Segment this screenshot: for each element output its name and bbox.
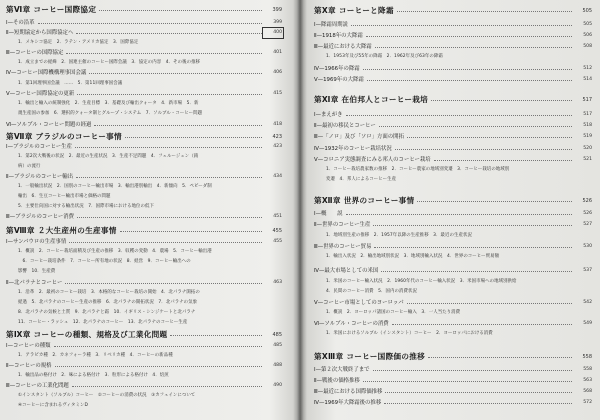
toc-subsection bbox=[0, 99, 296, 109]
leader-dots bbox=[385, 392, 572, 393]
toc-chapter bbox=[0, 132, 296, 142]
toc-title: 第Ⅸ章 コーヒーの種類、規格及び工業化問題 bbox=[6, 330, 168, 339]
leader-dots bbox=[373, 370, 572, 371]
toc-title: Ⅱ—最初の移民とコーヒー bbox=[314, 123, 376, 129]
toc-title: 4．民間のコーヒー消費 5．国内の消費状況 bbox=[326, 289, 417, 294]
toc-page-number: 526 bbox=[583, 211, 592, 216]
toc-title: 第Ⅷ章 ２大生産州の生産事情 bbox=[6, 226, 117, 235]
toc-page-number: 485 bbox=[272, 332, 282, 338]
toc-title: Ⅵ—ソルブル・コーヒーの消費 bbox=[314, 321, 389, 327]
leader-dots bbox=[381, 271, 572, 272]
toc-page-number: 526 bbox=[582, 198, 592, 204]
toc-title: Ⅲ—最近における国際価推移 bbox=[314, 389, 383, 395]
toc-title: 11．コーヒー・ラッシュ 12．北パラナのコーヒー 13．北パラナのコーヒー生産 bbox=[18, 320, 188, 325]
toc-subsection bbox=[0, 162, 296, 172]
toc-title: 8．北パラナの気候と土質 9．北パラナと霜 10．イギリス・シンジケートと北パラナ bbox=[18, 310, 196, 315]
toc-page-number: 530 bbox=[583, 244, 592, 249]
toc-subsection bbox=[304, 175, 600, 185]
toc-page-number: 572 bbox=[583, 400, 592, 405]
toc-page-number: 517 bbox=[583, 112, 592, 117]
toc-section bbox=[304, 209, 600, 219]
toc-section bbox=[304, 144, 600, 154]
toc-title: 1．地域別生産の推移 2．1957年以降の生産推移 3．最近の生産状況 bbox=[326, 233, 472, 238]
toc-page-number: 519 bbox=[583, 134, 592, 139]
leader-dots bbox=[346, 115, 572, 116]
toc-title: 1．第2次大戦後の状況 2．最近の生産状況 3．生産不足問題 4．フェルージュン（錆 bbox=[18, 154, 199, 159]
toc-chapter bbox=[0, 226, 296, 236]
toc-section bbox=[0, 89, 296, 99]
leader-dots bbox=[417, 201, 572, 202]
toc-chapter bbox=[304, 352, 600, 362]
toc-page-number: 549 bbox=[583, 321, 592, 326]
toc-subsection bbox=[304, 165, 600, 175]
leader-dots bbox=[69, 242, 262, 243]
toc-title: 影響 10．生産費 bbox=[18, 269, 56, 274]
toc-title: Ⅱ—コーヒーの規格 bbox=[6, 363, 52, 369]
toc-section bbox=[0, 212, 296, 222]
toc-page-number: 455 bbox=[273, 239, 282, 244]
toc-section bbox=[304, 155, 600, 165]
toc-title: 1．第1回理事国会議 …… 5．第11回理事国会議 bbox=[18, 81, 123, 86]
toc-subsection bbox=[0, 298, 296, 308]
toc-page-number: 423 bbox=[273, 144, 282, 149]
toc-subsection bbox=[0, 318, 296, 328]
toc-chapter bbox=[0, 5, 296, 15]
toc-section bbox=[304, 365, 600, 375]
toc-title: 変遷 4．邦人によるコーヒー生産 bbox=[326, 177, 397, 182]
toc-section bbox=[0, 142, 296, 152]
toc-section bbox=[304, 398, 600, 408]
toc-subsection bbox=[0, 401, 296, 411]
toc-subsection bbox=[304, 52, 600, 62]
toc-page-number: 568 bbox=[583, 389, 592, 394]
toc-page-number: 488 bbox=[273, 363, 282, 368]
toc-page-number: 518 bbox=[583, 123, 592, 128]
toc-title: 第Ⅺ章 在伯邦人とコーヒー栽培 bbox=[314, 95, 429, 104]
toc-title: 第Ⅻ章 世界のコーヒー事情 bbox=[314, 196, 415, 205]
toc-title: 経過 5．北パラナのコーヒー生産の推移 6．北パラナの開拓状況 7．北パラナの気象 bbox=[18, 300, 198, 305]
toc-subsection bbox=[0, 38, 296, 48]
toc-section bbox=[0, 237, 296, 247]
toc-title: 規生産国の参加 6．選択的クォータ制とグループ・システム 7．ソルブル・コーヒー問題 bbox=[18, 111, 203, 116]
toc-page-number: 537 bbox=[583, 268, 592, 273]
toc-page-number: 401 bbox=[273, 50, 282, 55]
toc-title: Ⅲ—「ノロ」及び「ソロ」方面の開拓 bbox=[314, 134, 404, 140]
toc-section bbox=[0, 341, 296, 351]
leader-dots bbox=[170, 335, 262, 336]
toc-section bbox=[0, 172, 296, 182]
leader-dots bbox=[367, 80, 572, 81]
toc-page-number: 399 bbox=[273, 20, 282, 25]
toc-page-number: 506 bbox=[583, 33, 592, 38]
toc-title: Ⅰ—概 説 bbox=[314, 211, 343, 217]
toc-subsection bbox=[0, 267, 296, 277]
toc-title: Ⅱ—世界のコーヒー生産 bbox=[314, 222, 371, 228]
toc-title: 病）の流行 bbox=[18, 164, 41, 169]
leader-dots bbox=[75, 147, 262, 148]
toc-page-number: 512 bbox=[583, 66, 592, 71]
leader-dots bbox=[38, 23, 262, 24]
right-page bbox=[304, 0, 600, 420]
toc-title: 第ⅩⅢ章 コーヒー国際価の推移 bbox=[314, 352, 425, 361]
leader-dots bbox=[366, 36, 572, 37]
leader-dots bbox=[407, 303, 572, 304]
book-spine bbox=[293, 0, 307, 420]
leader-dots bbox=[351, 25, 572, 26]
toc-subsection bbox=[304, 308, 600, 318]
leader-dots bbox=[77, 94, 262, 95]
toc-section bbox=[304, 266, 600, 276]
leader-dots bbox=[125, 137, 262, 138]
toc-page-number: 490 bbox=[273, 383, 282, 388]
toc-title: Ⅱ—1918年の大降霜 bbox=[314, 33, 363, 39]
toc-section bbox=[304, 376, 600, 386]
toc-section bbox=[304, 220, 600, 230]
leader-dots bbox=[373, 225, 572, 226]
toc-page-number: 415 bbox=[273, 91, 282, 96]
leader-dots bbox=[375, 47, 572, 48]
toc-section bbox=[304, 132, 600, 142]
leader-dots bbox=[76, 177, 262, 178]
leader-dots bbox=[392, 324, 572, 325]
toc-subsection bbox=[0, 58, 296, 68]
toc-page-number: 455 bbox=[272, 228, 282, 234]
toc-section bbox=[0, 68, 296, 78]
toc-subsection bbox=[0, 247, 296, 257]
leader-dots bbox=[363, 69, 572, 70]
toc-subsection bbox=[0, 371, 296, 381]
leader-dots bbox=[76, 33, 262, 34]
toc-title: 1．1953年及び55年の降霜 2．1962年及び63年の降霜 bbox=[326, 54, 443, 59]
toc-section bbox=[0, 361, 296, 371]
toc-subsection bbox=[304, 231, 600, 241]
toc-subsection bbox=[0, 202, 296, 212]
toc-section bbox=[304, 242, 600, 252]
toc-section bbox=[304, 20, 600, 30]
toc-page-number: 505 bbox=[582, 8, 592, 14]
toc-title: Ⅰ—コーヒーの種類 bbox=[6, 343, 51, 349]
leader-dots bbox=[397, 11, 572, 12]
toc-section bbox=[304, 31, 600, 41]
toc-title: Ⅴ—コロニア実態調査にみる邦人のコーヒー栽培 bbox=[314, 157, 431, 163]
toc-section bbox=[0, 18, 296, 28]
leader-dots bbox=[72, 386, 262, 387]
toc-title: Ⅵ—ソルブル・コーヒー問題の経過 bbox=[6, 122, 92, 128]
toc-page-number: 434 bbox=[273, 174, 282, 179]
leader-dots bbox=[407, 137, 572, 138]
toc-section bbox=[0, 48, 296, 58]
leader-dots bbox=[374, 247, 572, 248]
toc-title: Ⅱ—北パラナとコーヒー bbox=[6, 280, 63, 286]
toc-section bbox=[304, 75, 600, 85]
toc-title: 1．成立までの経緯 2．国連主催のコーヒー国際会議 3．協定の内容 4．その後の推移 bbox=[18, 60, 201, 65]
leader-dots bbox=[66, 53, 262, 54]
toc-title: 6．コーヒー栽培条件 7．コーヒー所有地の状況 8．経営 9．コーヒー輸出への bbox=[18, 259, 191, 264]
toc-section bbox=[304, 387, 600, 397]
toc-title: Ⅱ—戦後の価格推移 bbox=[314, 378, 360, 384]
leader-dots bbox=[94, 125, 262, 126]
toc-subsection bbox=[304, 329, 600, 339]
toc-page-number: 521 bbox=[583, 157, 592, 162]
toc-page-number: 485 bbox=[273, 343, 282, 348]
toc-chapter bbox=[304, 196, 600, 206]
toc-title: 1．アラビカ種 2．カネフォーラ種 3．リベリカ種 4．コーヒーの新品種 bbox=[18, 353, 173, 358]
toc-title: 1．輸出と輸入の統制強化 2．生産目標 3．基礎及び輸出クォータ 4．新市場 5．新 bbox=[18, 101, 199, 106]
toc-subsection bbox=[304, 287, 600, 297]
toc-title: 1．米国におけるソルブル（インスタント）コーヒー 2．ヨーロッパにおける消費 bbox=[326, 331, 493, 336]
toc-title: 第Ⅹ章 コーヒーと降霜 bbox=[314, 6, 394, 15]
toc-title: 1．沿革 2．最初のコーヒー栽培 3．本格的なコーヒー栽培の開始 4．北パラナ開拓の bbox=[18, 290, 200, 295]
toc-title: Ⅳ—コーヒー国際機構理事国会議 bbox=[6, 70, 87, 76]
toc-title: 輸出 6．生豆コーヒー輸出市場と価格の問題 bbox=[18, 194, 111, 199]
toc-title: 第Ⅶ章 ブラジルのコーヒー事情 bbox=[6, 132, 122, 141]
toc-page-number: 558 bbox=[582, 354, 592, 360]
toc-title: Ⅲ—最近における大降霜 bbox=[314, 44, 372, 50]
toc-title: Ⅳ—1966年の降霜 bbox=[314, 66, 360, 72]
toc-chapter bbox=[304, 95, 600, 105]
toc-page-number: 517 bbox=[582, 97, 592, 103]
toc-title: ④コーヒーに含まれるヴィタミンD bbox=[18, 403, 88, 408]
toc-title: 第Ⅵ章 コーヒー国際協定 bbox=[6, 5, 97, 14]
toc-title: Ⅲ—世界のコーヒー貿易 bbox=[314, 244, 372, 250]
toc-title: ①インスタント（ソルブル）コーヒー ②コーヒーの消費の状況 ③カフェインについて bbox=[18, 393, 196, 398]
toc-section bbox=[304, 42, 600, 52]
toc-subsection bbox=[0, 257, 296, 267]
leader-dots bbox=[77, 217, 262, 218]
toc-title: Ⅰ—第２次大戦終了まで bbox=[314, 367, 370, 373]
toc-title: 1．輸出入状況 2．輸出地域別状況 3．地域別輸入状況 4．世界のコーヒー貿易額 bbox=[326, 254, 500, 259]
toc-title: 1．米国のコーヒー輸入状況 2．1960年代のコーヒー輸入状況 3．米国市場への地域別供給 bbox=[326, 279, 517, 284]
toc-section bbox=[0, 381, 296, 391]
toc-title: Ⅴ—コーヒー国際協定の更新 bbox=[6, 91, 75, 97]
toc-title: 1．概説 2．コーヒー栽培面積及び生産の推移 3．収穫の変動 4．農場 5．コーヒー輸出港 bbox=[18, 249, 212, 254]
toc-page-number: 505 bbox=[583, 22, 592, 27]
toc-section bbox=[304, 319, 600, 329]
toc-title: 1．メキシコ協定 2．ラテン・アメリカ協定 3．国際協定 bbox=[18, 40, 139, 45]
leader-dots bbox=[99, 10, 262, 11]
toc-section bbox=[0, 120, 296, 130]
toc-section bbox=[304, 64, 600, 74]
leader-dots bbox=[434, 160, 572, 161]
toc-section bbox=[0, 28, 296, 38]
toc-subsection bbox=[0, 288, 296, 298]
toc-title: 1．輸出品の格付け 2．味による格付け 3．粒形による格付け 4．焙煎 bbox=[18, 373, 169, 378]
leader-dots bbox=[346, 214, 572, 215]
leader-dots bbox=[65, 283, 262, 284]
leader-dots bbox=[55, 366, 262, 367]
toc-title: Ⅲ—コーヒーの工業化問題 bbox=[6, 383, 69, 389]
toc-section bbox=[304, 121, 600, 131]
toc-title: Ⅰ—まえがき bbox=[314, 112, 343, 118]
toc-section bbox=[304, 298, 600, 308]
leader-dots bbox=[428, 357, 572, 358]
leader-dots bbox=[431, 100, 572, 101]
toc-page-number: 563 bbox=[583, 378, 592, 383]
leader-dots bbox=[395, 149, 572, 150]
toc-subsection bbox=[304, 252, 600, 262]
left-page bbox=[0, 0, 296, 420]
leader-dots bbox=[120, 231, 262, 232]
toc-subsection bbox=[0, 308, 296, 318]
leader-dots bbox=[54, 346, 262, 347]
toc-title: 1．一般輸出状況 2．国別のコーヒー輸出市場 3．輸出港別輸出 4．新傾向 5．ペビーダ制 bbox=[18, 184, 212, 189]
toc-subsection bbox=[304, 277, 600, 287]
toc-page-number: 451 bbox=[273, 214, 282, 219]
toc-title: Ⅱ—短期協定から国際協定へ bbox=[6, 30, 74, 36]
leader-dots bbox=[384, 403, 572, 404]
toc-page-number: 399 bbox=[272, 7, 282, 13]
leader-dots bbox=[379, 126, 572, 127]
toc-title: Ⅰ—その沿革 bbox=[6, 20, 35, 26]
toc-subsection bbox=[0, 152, 296, 162]
toc-page-number: 558 bbox=[583, 367, 592, 372]
toc-page-number: 508 bbox=[583, 44, 592, 49]
toc-section bbox=[0, 278, 296, 288]
toc-title: Ⅲ—ブラジルのコーヒー消費 bbox=[6, 214, 75, 220]
leader-dots bbox=[89, 73, 262, 74]
toc-page-number: 514 bbox=[583, 77, 592, 82]
toc-title: Ⅳ—1969年大降霜後の推移 bbox=[314, 400, 382, 406]
toc-title: Ⅱ—ブラジルのコーヒー輸出 bbox=[6, 174, 73, 180]
toc-title: 1．コーヒー栽培農家数の推移 2．コーヒー農家の地域別変遷 3．コーヒー栽培の地域別 bbox=[326, 167, 510, 172]
toc-section bbox=[304, 110, 600, 120]
toc-page-number: 418 bbox=[273, 122, 282, 127]
leader-dots bbox=[363, 381, 572, 382]
toc-chapter bbox=[0, 330, 296, 340]
toc-page-number: 400 bbox=[273, 30, 282, 35]
toc-page-number: 542 bbox=[583, 300, 592, 305]
toc-title: Ⅳ—1932年のコーヒー栽培状況 bbox=[314, 146, 392, 152]
toc-page-number: 527 bbox=[583, 222, 592, 227]
toc-title: Ⅴ—1969年の大降霜 bbox=[314, 77, 364, 83]
toc-page-number: 463 bbox=[273, 280, 282, 285]
toc-subsection bbox=[0, 182, 296, 192]
toc-subsection bbox=[0, 109, 296, 119]
toc-title: Ⅴ—コーヒー市場としてのヨーロッパ bbox=[314, 300, 404, 306]
toc-subsection bbox=[0, 391, 296, 401]
toc-page-number: 423 bbox=[272, 134, 282, 140]
toc-subsection bbox=[0, 79, 296, 89]
toc-subsection bbox=[0, 351, 296, 361]
toc-title: Ⅲ—コーヒーの国際協定 bbox=[6, 50, 64, 56]
toc-title: Ⅳ—最大市場としての米国 bbox=[314, 268, 379, 274]
toc-title: 1．概説 2．ヨーロッパ諸国のコーヒー輸入 3．一人当たり消費 bbox=[326, 310, 461, 315]
toc-title: Ⅰ—降霜周期説 bbox=[314, 22, 348, 28]
toc-chapter bbox=[304, 6, 600, 16]
toc-page-number: 406 bbox=[273, 70, 282, 75]
toc-title: 5．主要仕向国に対する輸出状況 7．国際市場における地位の低下 bbox=[18, 204, 155, 209]
toc-title: Ⅰ—サンパウロの生産事情 bbox=[6, 239, 67, 245]
toc-page-number: 520 bbox=[583, 146, 592, 151]
toc-title: Ⅰ—ブラジルのコーヒー生産 bbox=[6, 144, 72, 150]
toc-subsection bbox=[0, 192, 296, 202]
